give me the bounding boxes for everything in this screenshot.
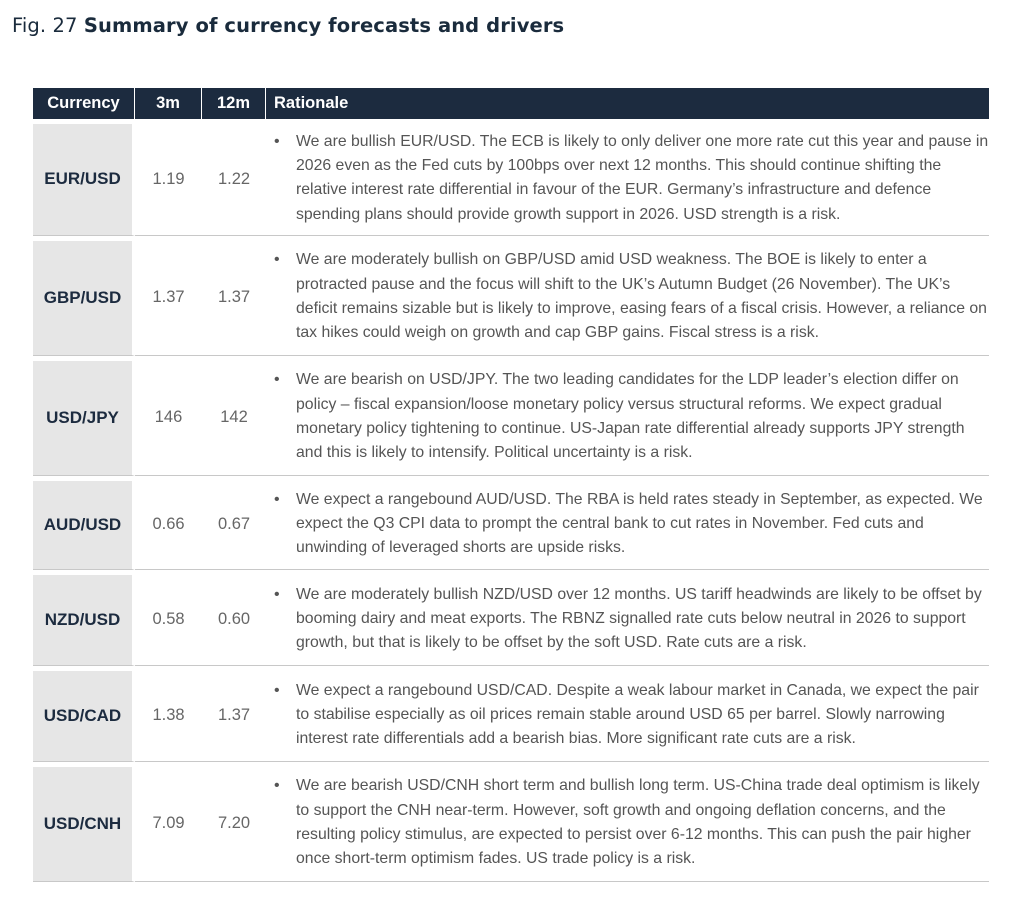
rationale-cell — [266, 236, 989, 356]
currency-pair-cell: USD/JPY — [33, 356, 135, 476]
figure-number: Fig. 27 — [12, 14, 78, 37]
bullet-icon: • — [274, 133, 280, 150]
header-12m: 12m — [202, 88, 266, 119]
table-row — [33, 236, 989, 356]
header-row — [33, 88, 989, 119]
forecast-3m-cell: 1.38 — [135, 666, 202, 762]
rationale-text: We expect a rangebound USD/CAD. Despite a weak labour market in Canada, we expect the pair to stabilise especially as oil prices remain stable around USD 65 per barrel. Slowly narrowing interest rate differentials add a bearish bias. More significant rate cuts are a risk. — [296, 681, 979, 747]
forecast-3m-cell: 0.66 — [135, 476, 202, 570]
forecast-12m-cell: 1.37 — [202, 236, 266, 356]
currency-pair-cell: USD/CNH — [33, 762, 135, 882]
table-row — [33, 666, 989, 762]
rationale-text: We are moderately bullish NZD/USD over 12 months. US tariff headwinds are likely to be offset by booming dairy and meat exports. The RBNZ signalled rate cuts below neutral in 2026 to support growth, but that is likely to be offset by the soft USD. Rate cuts are a risk. — [296, 585, 982, 651]
bullet-icon: • — [274, 371, 280, 389]
rationale-text: We are moderately bullish on GBP/USD amid USD weakness. The BOE is likely to enter a protracted pause and the focus will shift to the UK’s Autumn Budget (26 November). The UK’s deficit remains sizable but is likely to improve, easing fears of a fiscal crisis. However, a reliance on tax hikes could weigh on growth and cap GBP gains. Fiscal stress is a risk. — [296, 251, 987, 342]
bullet-icon: • — [274, 777, 280, 795]
rationale-text: We are bearish on USD/JPY. The two leading candidates for the LDP leader’s election differ on policy – fiscal expansion/loose monetary policy versus structural reforms. We expect gradual monetary policy tightening to continue. US-Japan rate differential already supports JPY strength and this is likely to intensify. Political uncertainty is a risk. — [296, 371, 965, 462]
table-row — [33, 570, 989, 666]
forecast-12m-cell: 1.22 — [202, 119, 266, 236]
rationale-cell — [266, 666, 989, 762]
forecast-12m-cell: 0.60 — [202, 570, 266, 666]
figure-title-text: Summary of currency forecasts and drivers — [83, 14, 565, 37]
forecast-12m-cell: 142 — [202, 356, 266, 476]
header-rationale: Rationale — [266, 88, 989, 119]
rationale-cell — [266, 356, 989, 476]
table-header — [33, 88, 989, 119]
rationale-cell — [266, 762, 989, 882]
bullet-icon: • — [274, 490, 280, 508]
bullet-icon: • — [274, 585, 280, 603]
forecast-3m-cell: 0.58 — [135, 570, 202, 666]
currency-pair-cell: EUR/USD — [33, 119, 135, 236]
header-3m: 3m — [135, 88, 202, 119]
forecast-12m-cell: 0.67 — [202, 476, 266, 570]
table-row — [33, 762, 989, 882]
table-body — [33, 119, 989, 882]
bullet-icon: • — [274, 251, 280, 269]
table-row — [33, 476, 989, 570]
currency-forecast-table — [33, 88, 989, 882]
rationale-cell — [266, 570, 989, 666]
forecast-3m-cell: 7.09 — [135, 762, 202, 882]
forecast-3m-cell: 146 — [135, 356, 202, 476]
forecast-12m-cell: 7.20 — [202, 762, 266, 882]
currency-pair-cell: GBP/USD — [33, 236, 135, 356]
rationale-text: We are bullish EUR/USD. The ECB is likely to only deliver one more rate cut this year and pause in 2026 even as the Fed cuts by 100bps over next 12 months. This should continue shifting the relative interest rate differential in favour of the EUR. Germany’s infrastructure and defence spending plans should provide growth support in 2026. USD strength is a risk. — [296, 133, 989, 223]
rationale-text: We expect a rangebound AUD/USD. The RBA is held rates steady in September, as expected. We expect the Q3 CPI data to prompt the central bank to cut rates in November. Fed cuts and unwinding of leveraged shorts are upside risks. — [296, 490, 983, 556]
rationale-cell — [266, 476, 989, 570]
forecast-12m-cell: 1.37 — [202, 666, 266, 762]
bullet-icon: • — [274, 681, 280, 699]
rationale-cell — [266, 119, 989, 236]
table-row — [33, 119, 989, 236]
table-row — [33, 356, 989, 476]
forecast-3m-cell: 1.19 — [135, 119, 202, 236]
currency-pair-cell: AUD/USD — [33, 476, 135, 570]
currency-pair-cell: USD/CAD — [33, 666, 135, 762]
figure-title — [12, 14, 564, 37]
forecast-3m-cell: 1.37 — [135, 236, 202, 356]
currency-pair-cell: NZD/USD — [33, 570, 135, 666]
header-currency: Currency — [33, 88, 135, 119]
rationale-text: We are bearish USD/CNH short term and bullish long term. US-China trade deal optimism is likely to support the CNH near-term. However, soft growth and ongoing deflation concerns, and the resulting policy stimulus, are expected to persist over 6-12 months. This can push the pair higher once short-term optimism fades. US trade policy is a risk. — [296, 777, 980, 868]
